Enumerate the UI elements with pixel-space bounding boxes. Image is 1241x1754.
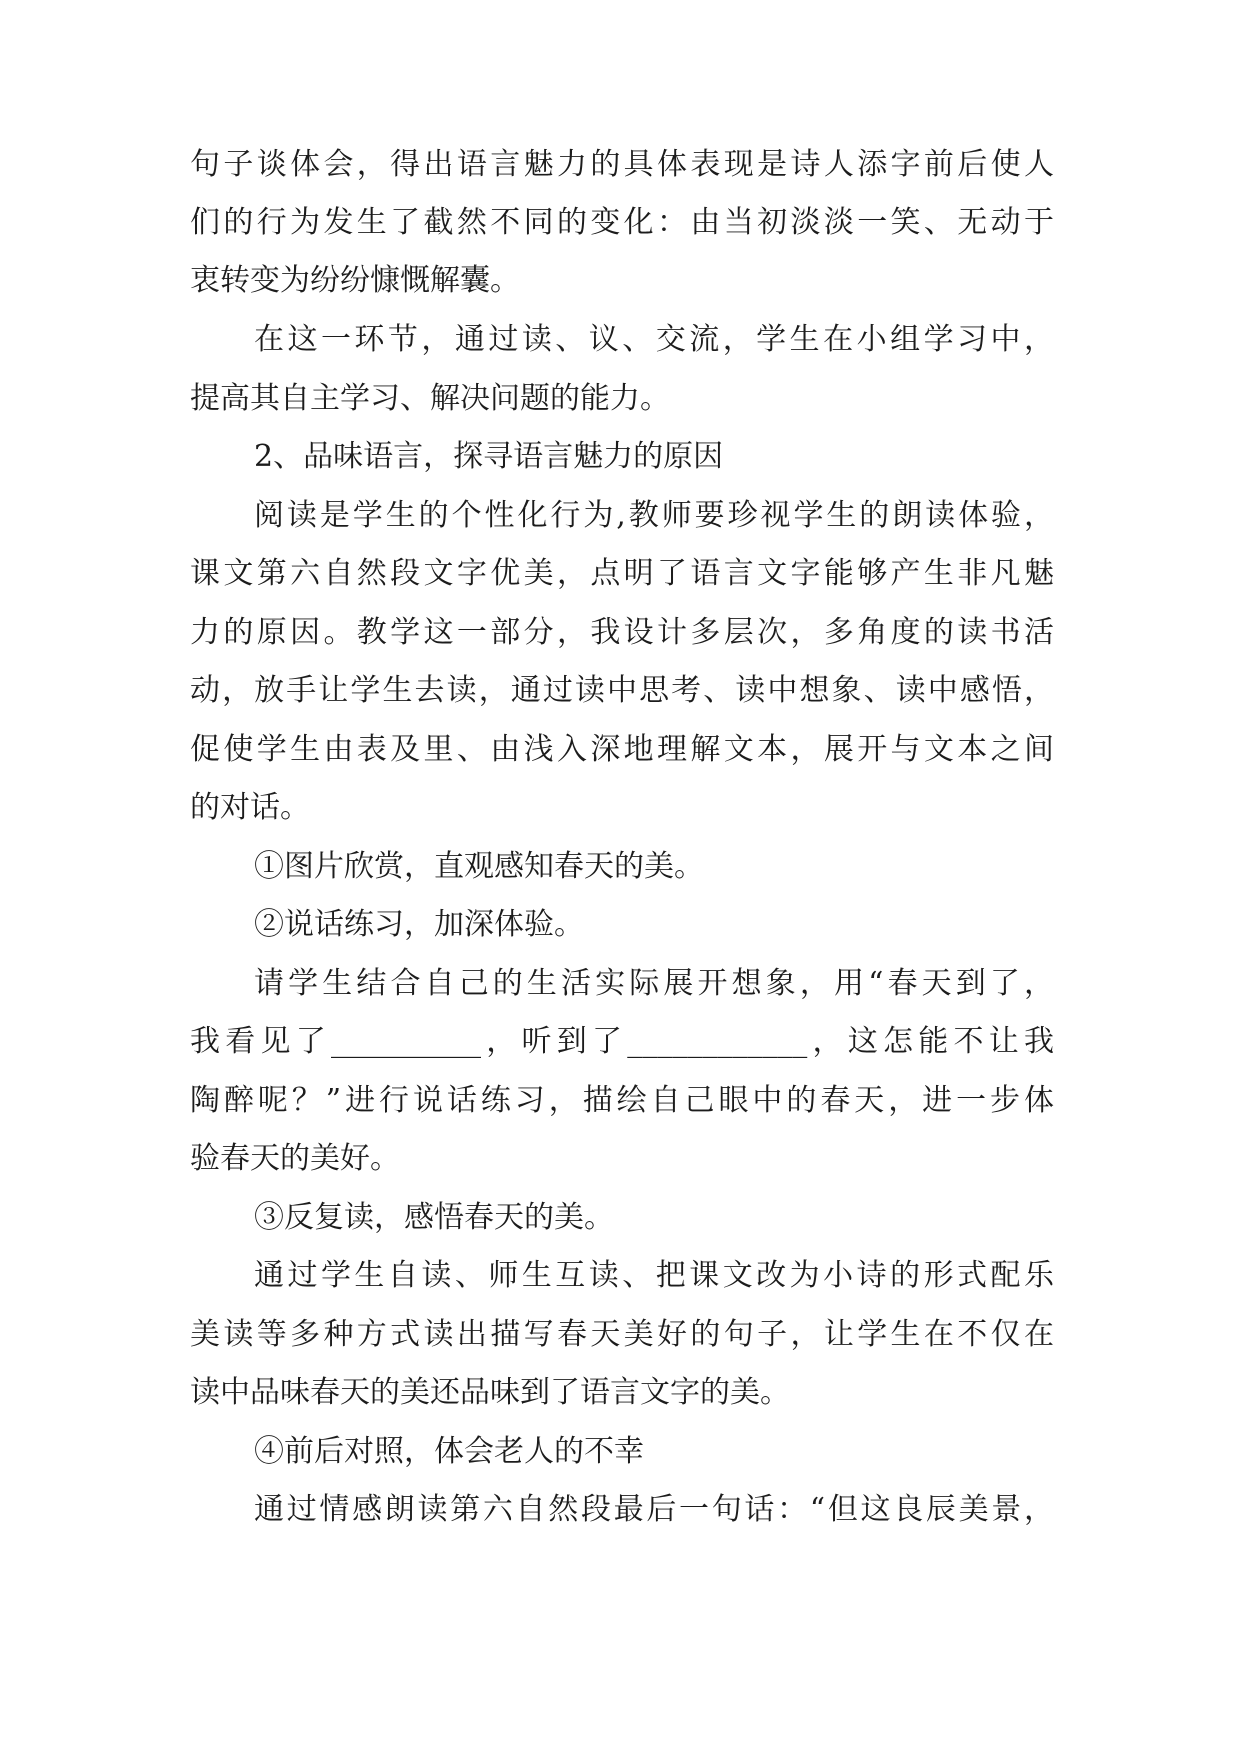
- list-item: ③反复读，感悟春天的美。: [254, 1200, 614, 1235]
- text-line: 通过学生自读、师生互读、把课文改为小诗的形式配乐: [254, 1258, 1054, 1293]
- text-line: 阅读是学生的个性化行为,教师要珍视学生的朗读体验，: [254, 498, 1054, 533]
- text-line: 美读等多种方式读出描写春天美好的句子，让学生在不仅在: [190, 1317, 1054, 1352]
- list-item: ①图片欣赏，直观感知春天的美。: [254, 849, 704, 884]
- list-item: ②说话练习，加深体验。: [254, 907, 584, 942]
- text-line: 读中品味春天的美还品味到了语言文字的美。: [190, 1375, 790, 1410]
- text-line: 课文第六自然段文字优美，点明了语言文字能够产生非凡魅: [190, 556, 1054, 591]
- text-line: 通过情感朗读第六自然段最后一句话：“但这良辰美景，: [254, 1492, 1054, 1527]
- text-line: 在这一环节，通过读、议、交流，学生在小组学习中，: [254, 322, 1054, 357]
- text-line: 们的行为发生了截然不同的变化：由当初淡淡一笑、无动于: [190, 205, 1054, 240]
- section-heading: 2、品味语言，探寻语言魅力的原因: [254, 439, 724, 474]
- text-line: 动，放手让学生去读，通过读中思考、读中想象、读中感悟，: [190, 673, 1054, 708]
- text-line: 提高其自主学习、解决问题的能力。: [190, 381, 670, 416]
- text-line: 句子谈体会，得出语言魅力的具体表现是诗人添字前后使人: [190, 147, 1054, 182]
- list-item: ④前后对照，体会老人的不幸: [254, 1434, 644, 1469]
- text-line: 我看见了__________，听到了____________，这怎能不让我: [190, 1024, 1054, 1059]
- text-line: 衷转变为纷纷慷慨解囊。: [190, 263, 520, 298]
- text-line: 促使学生由表及里、由浅入深地理解文本，展开与文本之间: [190, 732, 1054, 767]
- text-line: 请学生结合自己的生活实际展开想象，用“春天到了，: [254, 966, 1054, 1001]
- text-line: 力的原因。教学这一部分，我设计多层次，多角度的读书活: [190, 615, 1054, 650]
- text-line: 的对话。: [190, 790, 310, 825]
- text-line: 陶醉呢？”进行说话练习，描绘自己眼中的春天，进一步体: [190, 1083, 1054, 1118]
- text-line: 验春天的美好。: [190, 1141, 400, 1176]
